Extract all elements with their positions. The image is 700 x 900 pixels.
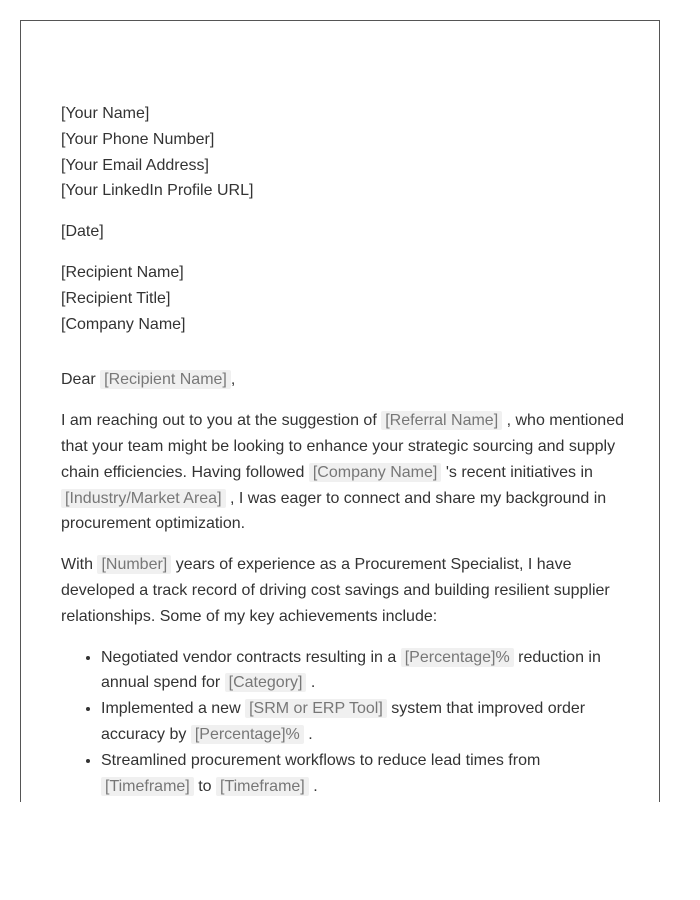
- sender-phone: [Your Phone Number]: [61, 130, 215, 148]
- sender-name: [Your Name]: [61, 105, 150, 122]
- percentage-placeholder: [Percentage]%: [191, 725, 304, 744]
- list-item: [101, 645, 626, 697]
- achievement-text: reduction in annual spend for: [101, 648, 601, 692]
- company-name-placeholder: [Company Name]: [309, 463, 442, 482]
- achievement-text: Streamlined procurement workflows to reduce lead times from: [101, 751, 541, 769]
- achievement-text: system that improved order accuracy by: [101, 700, 586, 743]
- intro-text-1: I am reaching out to you at the suggestion of: [61, 412, 377, 430]
- industry-placeholder: [Industry/Market Area]: [61, 489, 226, 508]
- achievement-text: Implemented a new: [101, 700, 241, 718]
- referral-name-placeholder: [Referral Name]: [381, 411, 502, 430]
- letter-date: [Date]: [61, 223, 104, 241]
- intro-text-3: 's recent initiatives in: [445, 463, 593, 481]
- achievement-text: Negotiated vendor contracts resulting in a: [101, 648, 397, 666]
- list-item: [101, 748, 626, 800]
- salutation-recipient-placeholder: [Recipient Name]: [100, 370, 231, 389]
- intro-paragraph: [61, 408, 626, 537]
- achievement-text: to: [198, 777, 212, 795]
- salutation: [61, 367, 626, 393]
- date-block: [61, 219, 626, 245]
- recipient-block: [61, 260, 626, 337]
- salutation-suffix: ,: [230, 371, 236, 389]
- recipient-company: [Company Name]: [61, 315, 186, 333]
- tool-placeholder: [SRM or ERP Tool]: [245, 699, 387, 718]
- achievement-period: .: [310, 674, 316, 692]
- experience-text-2: years of experience as a Procurement Specialist, I have developed a track record of driving cost savings and building resilient supplier relationships. Some of my key achievements include:: [61, 556, 610, 625]
- letter-page: [20, 20, 660, 802]
- sender-contact-block: [61, 101, 626, 204]
- timeframe-placeholder: [Timeframe]: [101, 777, 194, 796]
- percentage-placeholder: [Percentage]%: [401, 648, 514, 667]
- sender-email: [Your Email Address]: [61, 156, 209, 174]
- recipient-name: [Recipient Name]: [61, 263, 184, 281]
- intro-text-2: , who mentioned that your team might be looking to enhance your strategic sourcing and supply chain efficiencies. Having followed: [61, 412, 624, 481]
- list-item: [101, 696, 626, 748]
- years-number-placeholder: [Number]: [97, 555, 171, 574]
- achievements-list: [61, 645, 626, 800]
- intro-text-4: , I was eager to connect and share my background in procurement optimization.: [61, 489, 607, 533]
- salutation-prefix: Dear: [61, 371, 96, 389]
- timeframe-placeholder: [Timeframe]: [216, 777, 309, 796]
- category-placeholder: [Category]: [225, 673, 307, 692]
- recipient-title: [Recipient Title]: [61, 289, 171, 307]
- letter-content: [61, 101, 626, 799]
- experience-paragraph: [61, 552, 626, 629]
- achievement-period: .: [313, 777, 318, 795]
- experience-text-1: With: [61, 556, 93, 574]
- sender-linkedin: [Your LinkedIn Profile URL]: [61, 182, 254, 200]
- achievement-period: .: [308, 725, 313, 743]
